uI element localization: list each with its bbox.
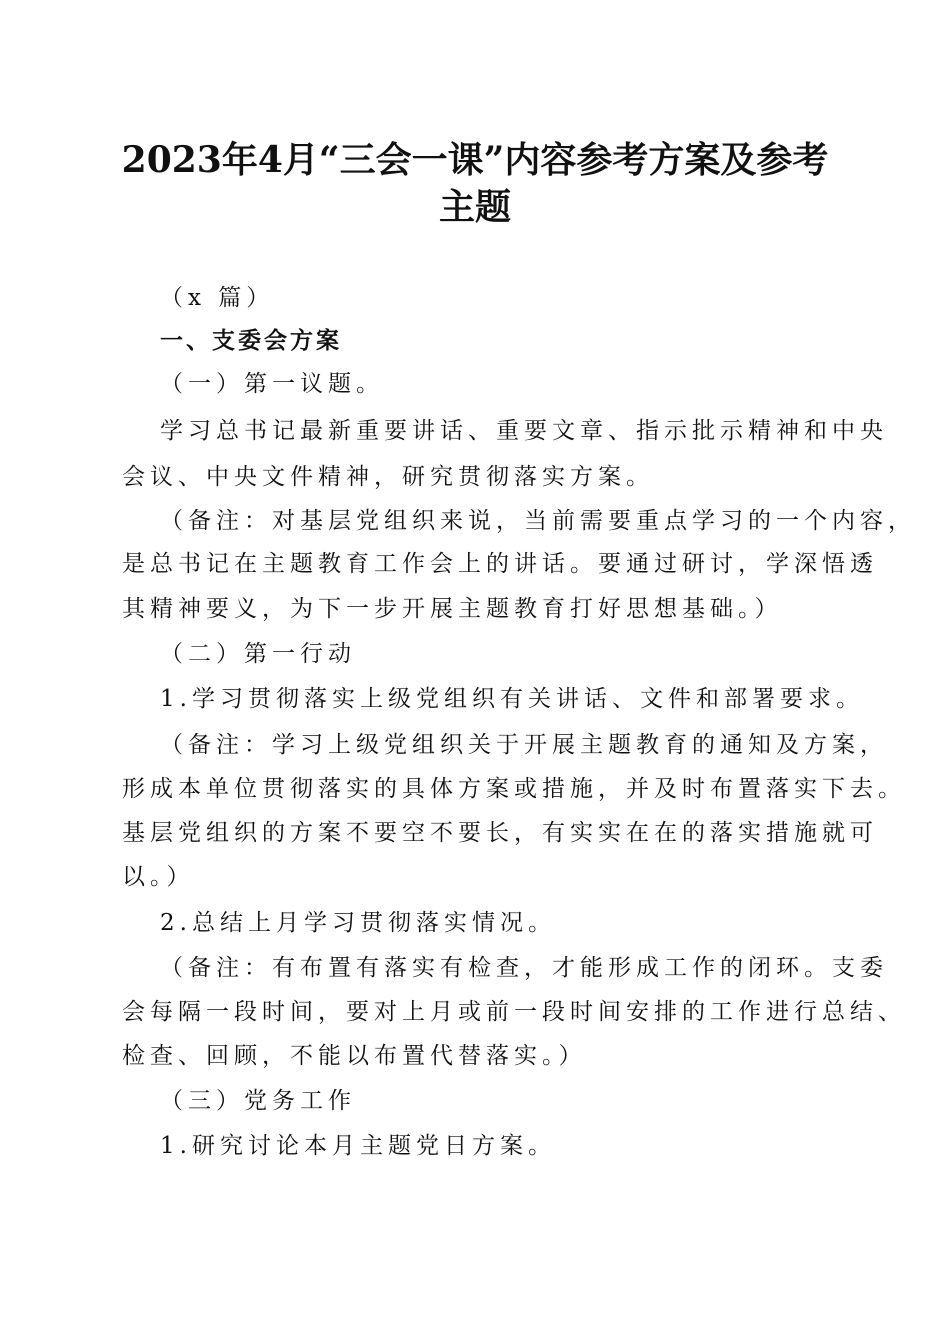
note-line: 形成本单位贯彻落实的具体方案或措施，并及时布置落实下去。 (122, 776, 906, 802)
list-item: 1.研究讨论本月主题党日方案。 (160, 1133, 556, 1159)
item-heading-party-affairs: （三）党务工作 (160, 1088, 356, 1114)
note-line: （备注：学习上级党组织关于开展主题教育的通知及方案， (160, 732, 888, 758)
note-line: 是总书记在主题教育工作会上的讲话。要通过研讨，学深悟透 (122, 551, 878, 577)
note-line: （备注：对基层党组织来说，当前需要重点学习的一个内容， (160, 508, 916, 534)
document-subtitle: （x 篇） (160, 285, 275, 311)
note-line: （备注：有布置有落实有检查，才能形成工作的闭环。支委 (160, 955, 888, 981)
note-line: 检查、回顾，不能以布置代替落实。） (122, 1043, 587, 1069)
note-line: 会每隔一段时间，要对上月或前一段时间安排的工作进行总结、 (122, 999, 906, 1025)
note-line: 其精神要义，为下一步开展主题教育打好思想基础。） (122, 596, 783, 622)
paragraph-line: 会议、中央文件精神，研究贯彻落实方案。 (122, 464, 654, 490)
paragraph-line: 学习总书记最新重要讲话、重要文章、指示批示精神和中央 (160, 418, 888, 444)
item-heading-first-topic: （一）第一议题。 (160, 371, 384, 397)
document-title-line-1: 2023年4月“三会一课”内容参考方案及参考 (121, 139, 829, 181)
list-item: 1.学习贯彻落实上级党组织有关讲话、文件和部署要求。 (160, 686, 864, 712)
list-item: 2.总结上月学习贯彻落实情况。 (160, 910, 556, 936)
item-heading-first-action: （二）第一行动 (160, 641, 356, 667)
note-line: 基层党组织的方案不要空不要长，有实实在在的落实措施就可 (122, 820, 878, 846)
note-line: 以。） (122, 864, 195, 890)
section-heading-branch-committee: 一、支委会方案 (160, 327, 342, 354)
document-title-line-2: 主题 (438, 186, 511, 228)
